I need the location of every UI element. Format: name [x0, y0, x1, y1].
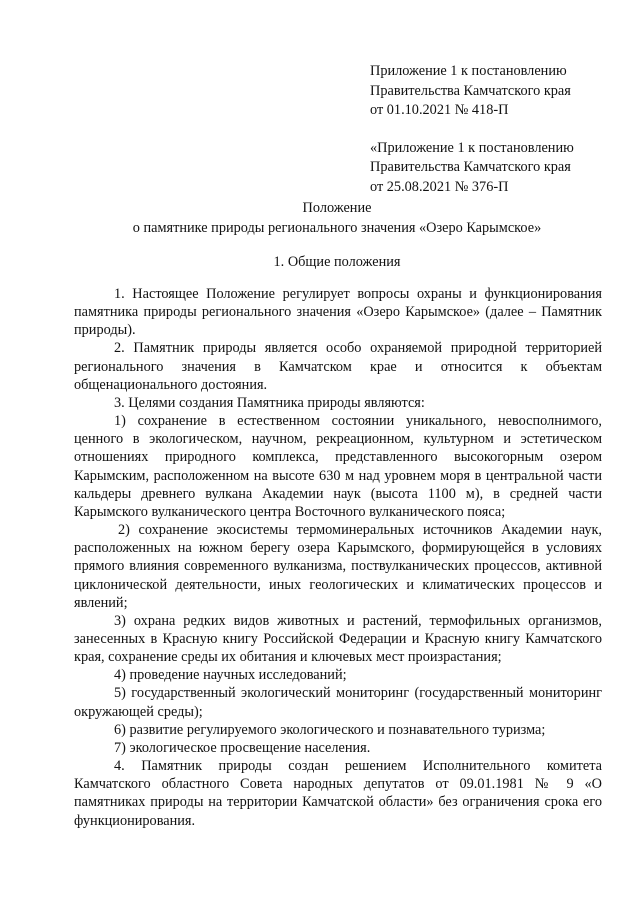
paragraph-goal-1: 1) сохранение в естественном состоянии уникального, невосполнимого, ценного в экологическом, научном, рекреационном, культурном и эстетическом отношениях природного комплекса, представленного высокогорным озером Карымским, расположенном на высоте 630 м над уровнем моря в центральной части кальдеры древнего вулкана Академии наук (высота 1100 м), в средней части Карымского вулканического центра Восточного вулканического пояса;: [74, 413, 602, 520]
attachment-previous: [370, 139, 620, 198]
paragraph-goal-4: 4) проведение научных исследований;: [114, 667, 347, 684]
paragraph-4: 4. Памятник природы создан решением Исполнительного комитета Камчатского областного Совета народных депутатов от 09.01.1981 № 9 «О памятниках природы на территории Камчатской области» без ограничения срока его функционирования.: [74, 758, 602, 829]
section-heading: 1. Общие положения: [273, 254, 401, 270]
paragraph-goal-5: 5) государственный экологический мониторинг (государственный мониторинг окружающей среды);: [74, 685, 602, 720]
attachment-header: [370, 62, 620, 197]
attachment-current-line-2: Правительства Камчатского края: [370, 82, 571, 99]
paragraph-3: 3. Целями создания Памятника природы являются:: [114, 394, 425, 411]
document-body: [74, 285, 602, 830]
attachment-previous-line-1: «Приложение 1 к постановлению: [370, 139, 574, 156]
attachment-current: [370, 62, 620, 121]
paragraph-goal-6: 6) развитие регулируемого экологического и познавательного туризма;: [114, 721, 546, 738]
attachment-previous-line-3: от 25.08.2021 № 376-П: [370, 178, 509, 195]
document-title-line-2: о памятнике природы регионального значения «Озеро Карымское»: [132, 219, 542, 236]
paragraph-1: 1. Настоящее Положение регулирует вопросы охраны и функционирования памятника природы регионального значения «Озеро Карымское» (далее – Памятник природы).: [74, 286, 602, 339]
paragraph-goal-7: 7) экологическое просвещение населения.: [114, 739, 371, 756]
document-title-line-1: Положение: [302, 200, 372, 216]
paragraph-goal-2: 2) сохранение экосистемы термоминеральных источников Академии наук, расположенных на южном берегу озера Карымского, формирующейся в условиях прямого влияния современного вулканизма, поствулканических процессов, активной циклонической деятельности, иных геологических и климатических процессов и явлений;: [74, 522, 602, 611]
attachment-previous-line-2: Правительства Камчатского края: [370, 159, 571, 175]
attachment-current-line-1: Приложение 1 к постановлению: [370, 63, 567, 79]
attachment-current-line-3: от 01.10.2021 № 418-П: [370, 102, 509, 118]
document-title: [74, 199, 600, 238]
paragraph-goal-3: 3) охрана редких видов животных и растений, термофильных организмов, занесенных в Красную книгу Российской Федерации и Красную книгу Камчатского края, сохранение среды их обитания и ключевых мест произрастания;: [74, 612, 602, 666]
paragraph-2: 2. Памятник природы является особо охраняемой природной территорией регионального значения в Камчатском крае и относится к объектам общенационального достояния.: [74, 340, 602, 393]
